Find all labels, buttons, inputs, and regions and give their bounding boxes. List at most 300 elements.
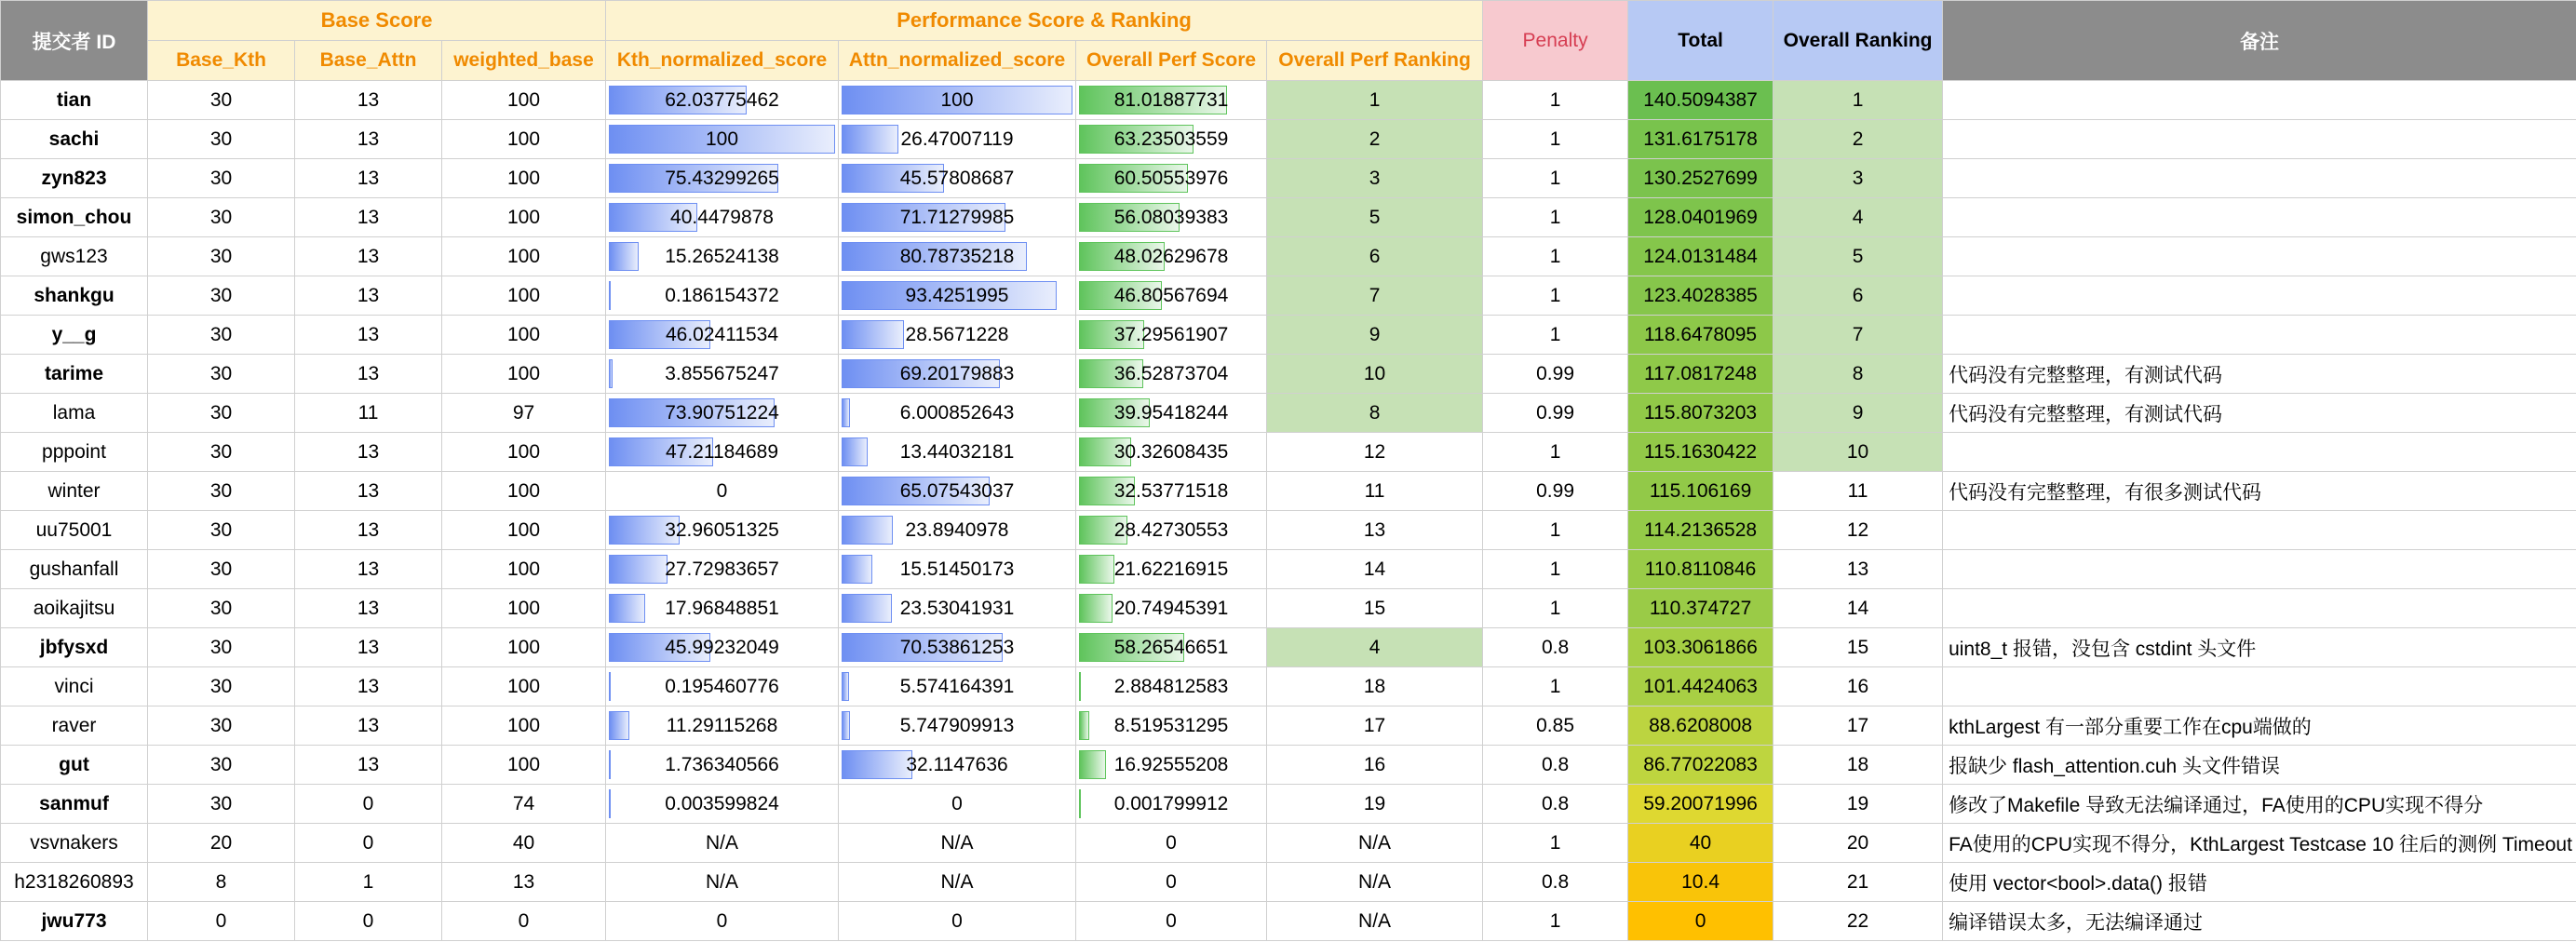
cell-weighted-base[interactable]: 100 [442,120,606,159]
cell-attn-normalized[interactable] [839,316,1076,355]
cell-attn-normalized[interactable] [839,198,1076,237]
cell-total[interactable]: 59.20071996 [1628,785,1774,824]
cell-penalty[interactable]: 1 [1483,120,1628,159]
cell-note[interactable] [1943,81,2576,120]
cell-attn-normalized[interactable] [839,706,1076,746]
data-bar [842,594,892,623]
cell-base-kth[interactable]: 30 [148,159,295,198]
cell-overall-perf-ranking[interactable]: 2 [1267,120,1483,159]
cell-total[interactable]: 110.374727 [1628,589,1774,628]
cell-submitter-id[interactable]: y__g [1,316,148,355]
cell-submitter-id[interactable]: zyn823 [1,159,148,198]
cell-base-kth[interactable]: 30 [148,667,295,706]
cell-note[interactable] [1943,589,2576,628]
cell-attn-normalized[interactable] [839,824,1076,863]
cell-total[interactable]: 40 [1628,824,1774,863]
cell-note[interactable]: 修改了Makefile 导致无法编译通过，FA使用的CPU实现不得分 [1943,785,2576,824]
header-overall-perf-score[interactable]: Overall Perf Score [1076,41,1267,81]
cell-base-attn[interactable]: 1 [295,863,442,902]
cell-base-kth[interactable]: 30 [148,746,295,785]
cell-overall-perf-ranking[interactable]: 13 [1267,511,1483,550]
cell-weighted-base[interactable]: 100 [442,472,606,511]
cell-note[interactable]: 报缺少 flash_attention.cuh 头文件错误 [1943,746,2576,785]
cell-note[interactable] [1943,550,2576,589]
cell-kth-normalized[interactable] [606,159,839,198]
cell-submitter-id[interactable]: raver [1,706,148,746]
cell-base-kth[interactable]: 30 [148,237,295,276]
cell-overall-perf-score[interactable] [1076,355,1267,394]
cell-note[interactable] [1943,237,2576,276]
cell-kth-normalized[interactable] [606,628,839,667]
cell-weighted-base[interactable]: 100 [442,316,606,355]
table-row [1,667,2576,706]
cell-note[interactable] [1943,433,2576,472]
cell-weighted-base[interactable]: 100 [442,355,606,394]
cell-total[interactable]: 103.3061866 [1628,628,1774,667]
cell-penalty[interactable]: 1 [1483,824,1628,863]
cell-submitter-id[interactable]: vsvnakers [1,824,148,863]
cell-base-kth[interactable]: 30 [148,472,295,511]
cell-base-attn[interactable]: 13 [295,667,442,706]
cell-total[interactable]: 123.4028385 [1628,276,1774,316]
cell-attn-normalized[interactable] [839,81,1076,120]
cell-note[interactable] [1943,276,2576,316]
cell-penalty[interactable]: 1 [1483,198,1628,237]
cell-note[interactable] [1943,120,2576,159]
header-note[interactable]: 备注 [1943,1,2576,81]
cell-penalty[interactable]: 1 [1483,159,1628,198]
cell-base-attn[interactable]: 13 [295,237,442,276]
cell-weighted-base[interactable]: 100 [442,433,606,472]
cell-overall-ranking[interactable]: 2 [1774,120,1943,159]
cell-attn-normalized[interactable] [839,511,1076,550]
cell-penalty[interactable]: 1 [1483,589,1628,628]
cell-overall-perf-score[interactable] [1076,902,1267,941]
cell-note[interactable]: FA使用的CPU实现不得分，KthLargest Testcase 10 往后的测例 Timeout [1943,824,2576,863]
cell-overall-ranking[interactable]: 17 [1774,706,1943,746]
cell-overall-ranking[interactable]: 22 [1774,902,1943,941]
cell-weighted-base[interactable]: 100 [442,237,606,276]
header-base-score[interactable]: Base Score [148,1,606,41]
cell-overall-perf-score[interactable] [1076,667,1267,706]
cell-kth-normalized[interactable] [606,316,839,355]
cell-submitter-id[interactable]: gut [1,746,148,785]
table-row [1,316,2576,355]
cell-overall-perf-ranking[interactable]: 4 [1267,628,1483,667]
cell-attn-normalized[interactable] [839,589,1076,628]
cell-kth-normalized[interactable] [606,746,839,785]
cell-penalty[interactable]: 1 [1483,902,1628,941]
cell-base-kth[interactable]: 30 [148,706,295,746]
cell-overall-ranking[interactable]: 12 [1774,511,1943,550]
cell-base-kth[interactable]: 8 [148,863,295,902]
cell-total[interactable]: 130.2527699 [1628,159,1774,198]
cell-submitter-id[interactable]: lama [1,394,148,433]
cell-overall-perf-score[interactable] [1076,863,1267,902]
cell-note[interactable] [1943,316,2576,355]
cell-penalty[interactable]: 1 [1483,81,1628,120]
cell-attn-normalized[interactable] [839,550,1076,589]
cell-kth-normalized[interactable] [606,120,839,159]
cell-overall-perf-ranking[interactable]: 16 [1267,746,1483,785]
cell-overall-perf-score[interactable] [1076,433,1267,472]
cell-base-kth[interactable]: 30 [148,81,295,120]
cell-overall-perf-score-value: 81.01887731 [1113,88,1229,111]
cell-overall-ranking[interactable]: 1 [1774,81,1943,120]
cell-overall-perf-score[interactable] [1076,237,1267,276]
cell-total[interactable]: 140.5094387 [1628,81,1774,120]
cell-base-kth[interactable]: 30 [148,589,295,628]
cell-attn-normalized[interactable] [839,472,1076,511]
cell-kth-normalized[interactable] [606,785,839,824]
cell-overall-perf-ranking[interactable]: 12 [1267,433,1483,472]
cell-base-attn[interactable]: 13 [295,355,442,394]
cell-kth-normalized-value: 47.21184689 [665,440,779,463]
cell-kth-normalized-value: 75.43299265 [665,167,779,189]
cell-base-attn[interactable]: 13 [295,589,442,628]
cell-overall-perf-score[interactable] [1076,746,1267,785]
cell-penalty[interactable]: 1 [1483,550,1628,589]
cell-kth-normalized[interactable] [606,237,839,276]
cell-overall-perf-ranking[interactable]: 6 [1267,237,1483,276]
cell-note[interactable]: 代码没有完整整理，有测试代码 [1943,355,2576,394]
header-overall-ranking[interactable]: Overall Ranking [1774,1,1943,81]
cell-overall-perf-ranking[interactable]: N/A [1267,902,1483,941]
cell-overall-perf-ranking[interactable]: 15 [1267,589,1483,628]
cell-kth-normalized[interactable] [606,863,839,902]
cell-total[interactable]: 10.4 [1628,863,1774,902]
cell-submitter-id[interactable]: tian [1,81,148,120]
header-weighted-base[interactable]: weighted_base [442,41,606,81]
cell-overall-perf-score[interactable] [1076,159,1267,198]
cell-penalty[interactable]: 0.8 [1483,746,1628,785]
cell-base-kth[interactable]: 30 [148,511,295,550]
cell-penalty[interactable]: 1 [1483,316,1628,355]
cell-penalty[interactable]: 1 [1483,276,1628,316]
cell-overall-perf-ranking[interactable]: 8 [1267,394,1483,433]
data-bar [1079,672,1081,701]
cell-attn-normalized[interactable] [839,785,1076,824]
cell-total[interactable]: 114.2136528 [1628,511,1774,550]
cell-submitter-id[interactable]: sanmuf [1,785,148,824]
header-performance-group[interactable]: Performance Score & Ranking [606,1,1483,41]
cell-kth-normalized-value: 17.96848851 [665,597,779,619]
cell-overall-perf-ranking[interactable]: N/A [1267,863,1483,902]
cell-overall-perf-ranking[interactable]: 3 [1267,159,1483,198]
cell-attn-normalized[interactable] [839,628,1076,667]
cell-overall-ranking[interactable]: 15 [1774,628,1943,667]
cell-base-attn[interactable]: 0 [295,902,442,941]
cell-overall-ranking[interactable]: 5 [1774,237,1943,276]
cell-base-attn[interactable]: 13 [295,433,442,472]
cell-penalty[interactable]: 0.99 [1483,355,1628,394]
cell-base-kth[interactable]: 30 [148,550,295,589]
cell-weighted-base[interactable]: 13 [442,863,606,902]
cell-penalty[interactable]: 1 [1483,511,1628,550]
cell-total[interactable]: 124.0131484 [1628,237,1774,276]
cell-overall-ranking[interactable]: 20 [1774,824,1943,863]
cell-submitter-id[interactable]: gws123 [1,237,148,276]
cell-overall-perf-score[interactable] [1076,824,1267,863]
cell-overall-perf-ranking[interactable]: 5 [1267,198,1483,237]
cell-total[interactable]: 115.8073203 [1628,394,1774,433]
cell-base-kth[interactable]: 30 [148,394,295,433]
cell-overall-perf-score[interactable] [1076,394,1267,433]
cell-base-kth[interactable]: 30 [148,355,295,394]
cell-weighted-base[interactable]: 74 [442,785,606,824]
header-base-kth[interactable]: Base_Kth [148,41,295,81]
cell-attn-normalized[interactable] [839,902,1076,941]
cell-weighted-base[interactable]: 100 [442,746,606,785]
cell-overall-perf-score[interactable] [1076,81,1267,120]
cell-attn-normalized[interactable] [839,394,1076,433]
cell-note[interactable] [1943,667,2576,706]
cell-overall-perf-ranking[interactable]: 1 [1267,81,1483,120]
cell-overall-ranking[interactable]: 3 [1774,159,1943,198]
cell-kth-normalized[interactable] [606,902,839,941]
cell-base-kth[interactable]: 30 [148,316,295,355]
header-submitter-id[interactable]: 提交者 ID [1,1,148,81]
cell-weighted-base[interactable]: 100 [442,159,606,198]
cell-overall-ranking[interactable]: 7 [1774,316,1943,355]
cell-base-kth[interactable]: 30 [148,276,295,316]
cell-submitter-id[interactable]: gushanfall [1,550,148,589]
cell-kth-normalized[interactable] [606,355,839,394]
cell-attn-normalized[interactable] [839,237,1076,276]
cell-overall-ranking[interactable]: 11 [1774,472,1943,511]
cell-attn-normalized[interactable] [839,355,1076,394]
cell-attn-normalized[interactable] [839,863,1076,902]
cell-overall-ranking[interactable]: 13 [1774,550,1943,589]
cell-overall-perf-score-value: 30.32608435 [1113,440,1229,463]
cell-base-kth[interactable]: 30 [148,198,295,237]
cell-submitter-id[interactable]: winter [1,472,148,511]
data-bar [842,125,898,154]
cell-base-attn[interactable]: 13 [295,706,442,746]
cell-submitter-id[interactable]: uu75001 [1,511,148,550]
cell-base-attn[interactable]: 11 [295,394,442,433]
cell-overall-perf-score[interactable] [1076,550,1267,589]
cell-base-kth[interactable]: 20 [148,824,295,863]
cell-overall-ranking[interactable]: 6 [1774,276,1943,316]
cell-base-attn[interactable]: 13 [295,316,442,355]
cell-overall-perf-score[interactable] [1076,628,1267,667]
cell-overall-perf-score[interactable] [1076,198,1267,237]
cell-overall-ranking[interactable]: 16 [1774,667,1943,706]
data-bar [1079,555,1114,584]
cell-submitter-id[interactable]: simon_chou [1,198,148,237]
cell-submitter-id[interactable]: vinci [1,667,148,706]
cell-kth-normalized[interactable] [606,824,839,863]
cell-note[interactable] [1943,159,2576,198]
cell-total[interactable]: 0 [1628,902,1774,941]
cell-weighted-base[interactable]: 0 [442,902,606,941]
cell-base-attn[interactable]: 13 [295,472,442,511]
header-attn-normalized[interactable]: Attn_normalized_score [839,41,1076,81]
cell-submitter-id[interactable]: aoikajitsu [1,589,148,628]
cell-total[interactable]: 115.106169 [1628,472,1774,511]
cell-overall-perf-ranking[interactable]: 7 [1267,276,1483,316]
cell-overall-perf-ranking[interactable]: 17 [1267,706,1483,746]
cell-overall-perf-ranking[interactable]: 14 [1267,550,1483,589]
cell-total[interactable]: 88.6208008 [1628,706,1774,746]
cell-total[interactable]: 117.0817248 [1628,355,1774,394]
cell-base-kth[interactable]: 30 [148,433,295,472]
cell-kth-normalized[interactable] [606,667,839,706]
header-total[interactable]: Total [1628,1,1774,81]
cell-kth-normalized-value: 62.03775462 [665,88,779,111]
cell-overall-perf-score[interactable] [1076,785,1267,824]
cell-overall-ranking[interactable]: 18 [1774,746,1943,785]
cell-overall-perf-score[interactable] [1076,589,1267,628]
cell-base-attn[interactable]: 0 [295,824,442,863]
cell-penalty[interactable]: 0.8 [1483,785,1628,824]
cell-overall-ranking[interactable]: 9 [1774,394,1943,433]
cell-overall-perf-score-value: 0 [1166,909,1177,932]
cell-attn-normalized[interactable] [839,159,1076,198]
cell-attn-normalized-value: 32.1147636 [906,753,1008,775]
cell-overall-ranking[interactable]: 19 [1774,785,1943,824]
cell-note[interactable] [1943,198,2576,237]
cell-attn-normalized[interactable] [839,276,1076,316]
cell-weighted-base[interactable]: 100 [442,81,606,120]
header-penalty[interactable]: Penalty [1483,1,1628,81]
cell-note[interactable]: kthLargest 有一部分重要工作在cpu端做的 [1943,706,2576,746]
cell-overall-ranking[interactable]: 14 [1774,589,1943,628]
cell-overall-perf-score[interactable] [1076,511,1267,550]
cell-penalty[interactable]: 1 [1483,237,1628,276]
cell-weighted-base[interactable]: 100 [442,550,606,589]
cell-weighted-base[interactable]: 100 [442,511,606,550]
cell-note[interactable]: uint8_t 报错，没包含 cstdint 头文件 [1943,628,2576,667]
data-bar [1079,711,1089,740]
cell-base-kth[interactable]: 30 [148,628,295,667]
cell-total[interactable]: 118.6478095 [1628,316,1774,355]
cell-weighted-base[interactable]: 100 [442,589,606,628]
cell-base-attn[interactable]: 0 [295,785,442,824]
cell-base-attn[interactable]: 13 [295,276,442,316]
header-overall-perf-ranking[interactable]: Overall Perf Ranking [1267,41,1483,81]
cell-note[interactable]: 代码没有完整整理，有很多测试代码 [1943,472,2576,511]
cell-penalty[interactable]: 0.8 [1483,628,1628,667]
cell-overall-perf-score[interactable] [1076,276,1267,316]
cell-overall-ranking[interactable]: 8 [1774,355,1943,394]
cell-base-attn[interactable]: 13 [295,198,442,237]
cell-note[interactable]: 编译错误太多，无法编译通过 [1943,902,2576,941]
cell-overall-ranking[interactable]: 4 [1774,198,1943,237]
cell-attn-normalized-value: 0 [951,909,963,932]
cell-submitter-id[interactable]: jbfysxd [1,628,148,667]
cell-attn-normalized-value: 70.53861253 [899,636,1015,658]
cell-kth-normalized[interactable] [606,511,839,550]
cell-note[interactable] [1943,511,2576,550]
cell-kth-normalized[interactable] [606,81,839,120]
cell-overall-ranking[interactable]: 21 [1774,863,1943,902]
cell-overall-perf-score-value: 58.26546651 [1113,636,1229,658]
cell-base-attn[interactable]: 13 [295,628,442,667]
cell-kth-normalized[interactable] [606,433,839,472]
cell-overall-ranking[interactable]: 10 [1774,433,1943,472]
cell-base-attn[interactable]: 13 [295,120,442,159]
cell-weighted-base[interactable]: 100 [442,667,606,706]
cell-penalty[interactable]: 1 [1483,433,1628,472]
cell-weighted-base[interactable]: 97 [442,394,606,433]
cell-weighted-base[interactable]: 40 [442,824,606,863]
cell-total[interactable]: 86.77022083 [1628,746,1774,785]
cell-overall-perf-score-value: 8.519531295 [1113,714,1229,736]
cell-kth-normalized[interactable] [606,198,839,237]
cell-submitter-id[interactable]: shankgu [1,276,148,316]
cell-overall-perf-ranking[interactable]: 10 [1267,355,1483,394]
cell-base-kth[interactable]: 30 [148,785,295,824]
cell-overall-perf-ranking[interactable]: 19 [1267,785,1483,824]
cell-submitter-id[interactable]: jwu773 [1,902,148,941]
cell-penalty[interactable]: 0.8 [1483,863,1628,902]
cell-base-attn[interactable]: 13 [295,746,442,785]
cell-total[interactable]: 131.6175178 [1628,120,1774,159]
cell-total[interactable]: 110.8110846 [1628,550,1774,589]
cell-penalty[interactable]: 1 [1483,667,1628,706]
cell-base-attn[interactable]: 13 [295,550,442,589]
cell-base-attn[interactable]: 13 [295,159,442,198]
cell-submitter-id[interactable]: pppoint [1,433,148,472]
cell-kth-normalized[interactable] [606,394,839,433]
cell-overall-perf-ranking[interactable]: 11 [1267,472,1483,511]
cell-base-attn[interactable]: 13 [295,511,442,550]
cell-overall-perf-score-value: 48.02629678 [1113,245,1229,267]
cell-kth-normalized[interactable] [606,276,839,316]
cell-total[interactable]: 128.0401969 [1628,198,1774,237]
cell-weighted-base[interactable]: 100 [442,706,606,746]
cell-kth-normalized[interactable] [606,472,839,511]
cell-attn-normalized[interactable] [839,433,1076,472]
cell-overall-perf-ranking[interactable]: N/A [1267,824,1483,863]
cell-note[interactable]: 使用 vector<bool>.data() 报错 [1943,863,2576,902]
cell-base-kth[interactable]: 30 [148,120,295,159]
cell-weighted-base[interactable]: 100 [442,628,606,667]
cell-kth-normalized[interactable] [606,550,839,589]
cell-total[interactable]: 101.4424063 [1628,667,1774,706]
header-kth-normalized[interactable]: Kth_normalized_score [606,41,839,81]
cell-submitter-id[interactable]: sachi [1,120,148,159]
cell-attn-normalized[interactable] [839,667,1076,706]
cell-overall-perf-score[interactable] [1076,472,1267,511]
cell-total[interactable]: 115.1630422 [1628,433,1774,472]
cell-kth-normalized-value: 0 [716,909,728,932]
cell-penalty[interactable]: 0.99 [1483,472,1628,511]
cell-submitter-id[interactable]: tarime [1,355,148,394]
cell-base-kth[interactable]: 0 [148,902,295,941]
cell-attn-normalized[interactable] [839,746,1076,785]
cell-overall-perf-score[interactable] [1076,706,1267,746]
cell-kth-normalized-value: 73.90751224 [665,401,779,424]
cell-kth-normalized[interactable] [606,706,839,746]
cell-overall-perf-score[interactable] [1076,120,1267,159]
cell-weighted-base[interactable]: 100 [442,198,606,237]
cell-penalty[interactable]: 0.85 [1483,706,1628,746]
cell-kth-normalized[interactable] [606,589,839,628]
cell-attn-normalized[interactable] [839,120,1076,159]
cell-submitter-id[interactable]: h2318260893 [1,863,148,902]
cell-weighted-base[interactable]: 100 [442,276,606,316]
header-base-attn[interactable]: Base_Attn [295,41,442,81]
cell-base-attn[interactable]: 13 [295,81,442,120]
cell-penalty[interactable]: 0.99 [1483,394,1628,433]
cell-overall-perf-score[interactable] [1076,316,1267,355]
cell-overall-perf-ranking[interactable]: 18 [1267,667,1483,706]
cell-overall-perf-ranking[interactable]: 9 [1267,316,1483,355]
cell-note[interactable]: 代码没有完整整理，有测试代码 [1943,394,2576,433]
